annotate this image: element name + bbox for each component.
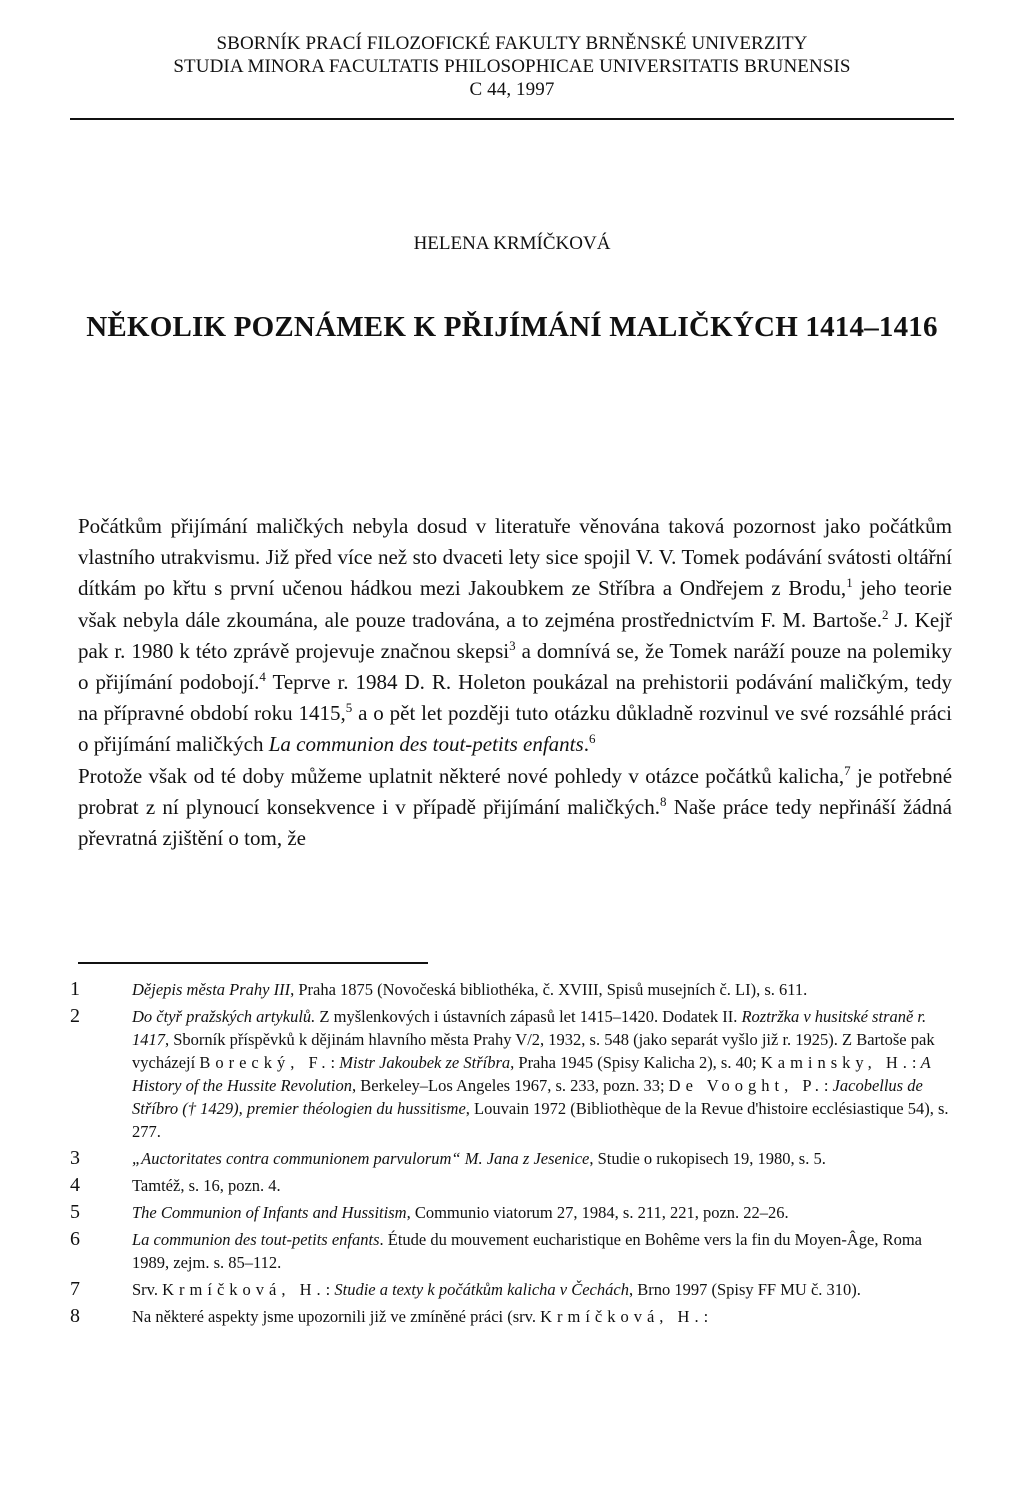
paragraph-1 bbox=[78, 511, 952, 761]
text-run: a o pět let později tuto otázku důkladně rozvinul ve své rozsáhlé práci o přijímání maličkých bbox=[78, 701, 952, 757]
work-title: Studie a texty k počátkům kalicha v Čechách bbox=[334, 1280, 629, 1299]
paragraph-2 bbox=[78, 761, 952, 855]
text-run: . bbox=[583, 732, 589, 757]
text-run: Srv. bbox=[132, 1280, 163, 1299]
text-run: : bbox=[911, 1053, 921, 1072]
text-run: jeho teorie však nebyla dále zkoumána, ale pouze tradována, a to zejména prostřednictvím F. M. Bartoše. bbox=[78, 576, 952, 632]
footnote-ref: 8 bbox=[660, 793, 667, 809]
journal-name-czech: SBORNÍK PRACÍ FILOZOFICKÉ FAKULTY BRNĚNSKÉ UNIVERZITY bbox=[216, 33, 808, 54]
footnote-1 bbox=[70, 978, 954, 1001]
footnote-ref: 4 bbox=[259, 669, 266, 685]
footnote-text bbox=[132, 1005, 954, 1143]
footnote-ref: 2 bbox=[881, 606, 889, 622]
text-run: a domnívá se, že Tomek naráží pouze na polemiky o přijímání podobojí. bbox=[78, 638, 952, 695]
footnote-number: 7 bbox=[70, 1278, 80, 1300]
author-spaced: De Vooght, P. bbox=[668, 1076, 824, 1095]
footnote-number: 8 bbox=[70, 1305, 80, 1327]
footnote-number: 5 bbox=[70, 1201, 80, 1223]
footnote-ref: 5 bbox=[345, 700, 353, 716]
footnotes bbox=[70, 978, 954, 1332]
work-title: The Communion of Infants and Hussitism bbox=[132, 1203, 407, 1222]
text-run: je potřebné probrat z ní plynoucí konsekvence i v případě přijímání maličkých. bbox=[78, 763, 953, 819]
footnote-4 bbox=[70, 1174, 954, 1197]
text-run: : bbox=[823, 1076, 833, 1095]
work-title: „Auctoritates contra communionem parvulorum“ M. Jana z Jesenice bbox=[132, 1149, 590, 1168]
text-run: : bbox=[703, 1307, 709, 1326]
work-title: Mistr Jakoubek ze Stříbra bbox=[339, 1053, 511, 1072]
text-run: Naše práce tedy nepřináší žádná převratná zjištění o tom, že bbox=[78, 794, 952, 851]
text-run: Z myšlenkových i ústavních zápasů let 1415–1420. Dodatek II. bbox=[315, 1007, 742, 1026]
footnote-7 bbox=[70, 1278, 954, 1301]
text-run: , Berkeley–Los Angeles 1967, s. 233, pozn. 33; bbox=[351, 1076, 669, 1095]
work-title: La communion des tout-petits enfants bbox=[268, 732, 584, 757]
text-run: Protože však od té doby můžeme uplatnit některé nové pohledy v otázce počátků kalicha, bbox=[78, 763, 845, 788]
journal-name-latin: STUDIA MINORA FACULTATIS PHILOSOPHICAE UNIVERSITATIS BRUNENSIS bbox=[173, 56, 851, 77]
journal-header bbox=[0, 32, 1024, 101]
text-run: , Louvain 1972 (Bibliothèque de la Revue d'histoire ecclésiastique 54), s. 277. bbox=[132, 1099, 949, 1141]
footnote-divider bbox=[78, 962, 428, 964]
footnote-text bbox=[132, 1201, 954, 1224]
text-run: Teprve r. 1984 D. R. Holeton poukázal na prehistorii podávání maličkým, tedy na přípravné období roku 1415, bbox=[78, 670, 952, 726]
footnote-number: 3 bbox=[70, 1147, 80, 1169]
author-name: HELENA KRMÍČKOVÁ bbox=[413, 233, 611, 254]
text-run: , Brno 1997 (Spisy FF MU č. 310). bbox=[628, 1280, 861, 1299]
author-spaced: Krmíčková, H. bbox=[162, 1280, 326, 1299]
article-title: NĚKOLIK POZNÁMEK K PŘIJÍMÁNÍ MALIČKÝCH 1414–1416 bbox=[86, 311, 938, 343]
footnote-text bbox=[132, 978, 954, 1001]
text-run: : bbox=[330, 1053, 340, 1072]
text-run: : bbox=[325, 1280, 335, 1299]
footnote-ref: 3 bbox=[509, 637, 516, 653]
text-run: J. Kejř pak r. 1980 k této zprávě projevuje značnou skepsi bbox=[78, 607, 952, 663]
author-spaced: Krmíčková, H. bbox=[540, 1307, 704, 1326]
footnote-text bbox=[132, 1305, 954, 1328]
work-title: Do čtyř pražských artykulů. bbox=[132, 1007, 316, 1026]
footnote-ref: 1 bbox=[846, 575, 853, 591]
footnote-8 bbox=[70, 1305, 954, 1328]
text-run: , Praha 1945 (Spisy Kalicha 2), s. 40; bbox=[510, 1053, 761, 1072]
footnote-ref: 6 bbox=[588, 731, 596, 747]
work-title: Roztržka v husitské straně r. 1417 bbox=[132, 1007, 927, 1049]
footnote-number: 4 bbox=[70, 1174, 80, 1196]
journal-issue: C 44, 1997 bbox=[469, 79, 555, 100]
footnote-text bbox=[132, 1147, 954, 1170]
text-run: , Praha 1875 (Novočeská bibliothéka, č. XVIII, Spisů musejních č. LI), s. 611. bbox=[290, 980, 808, 999]
footnote-number: 2 bbox=[70, 1005, 80, 1027]
footnote-5 bbox=[70, 1201, 954, 1224]
text-run: . Étude du mouvement eucharistique en Bohême vers la fin du Moyen-Âge, Roma 1989, zejm. s. 85–112. bbox=[132, 1230, 923, 1272]
text-run: , Sborník příspěvků k dějinám hlavního města Prahy V/2, 1932, s. 548 (jako separát vyšlo již r. 1925). Z Bartoše pak vycházejí bbox=[132, 1030, 935, 1072]
footnote-text bbox=[132, 1278, 954, 1301]
text-run: , Communio viatorum 27, 1984, s. 211, 221, pozn. 22–26. bbox=[406, 1203, 789, 1222]
header-divider bbox=[70, 118, 954, 120]
author-spaced: Borecký, F. bbox=[199, 1053, 331, 1072]
footnote-text: Tamtéž, s. 16, pozn. 4. bbox=[132, 1176, 281, 1195]
text-run: Na některé aspekty jsme upozornili již ve zmíněné práci (srv. bbox=[132, 1307, 541, 1326]
work-title: Dějepis města Prahy III bbox=[132, 980, 291, 999]
footnote-6 bbox=[70, 1228, 954, 1274]
author-spaced: Kaminsky, H. bbox=[760, 1053, 912, 1072]
footnote-3 bbox=[70, 1147, 954, 1170]
footnote-2 bbox=[70, 1005, 954, 1143]
footnote-number: 6 bbox=[70, 1228, 80, 1250]
text-run: Počátkům přijímání maličkých nebyla dosud v literatuře věnována taková pozornost jako počátkům vlastního utrakvismu. Již před více než sto dvaceti lety sice spojil V. V. Tomek podávání svátosti oltářní dítkám po křtu s první učenou hádkou mezi Jakoubkem ze Stříbra a Ondřejem z Brodu, bbox=[78, 514, 952, 601]
work-title: A History of the Hussite Revolution bbox=[132, 1053, 931, 1095]
article-body bbox=[78, 511, 952, 854]
work-title: Jacobellus de Stříbro († 1429), premier théologien du hussitisme bbox=[132, 1076, 923, 1118]
footnote-text bbox=[132, 1228, 954, 1274]
footnote-ref: 7 bbox=[844, 762, 851, 778]
work-title: La communion des tout-petits enfants bbox=[132, 1230, 380, 1249]
footnote-number: 1 bbox=[70, 978, 80, 1000]
text-run: , Studie o rukopisech 19, 1980, s. 5. bbox=[589, 1149, 826, 1168]
